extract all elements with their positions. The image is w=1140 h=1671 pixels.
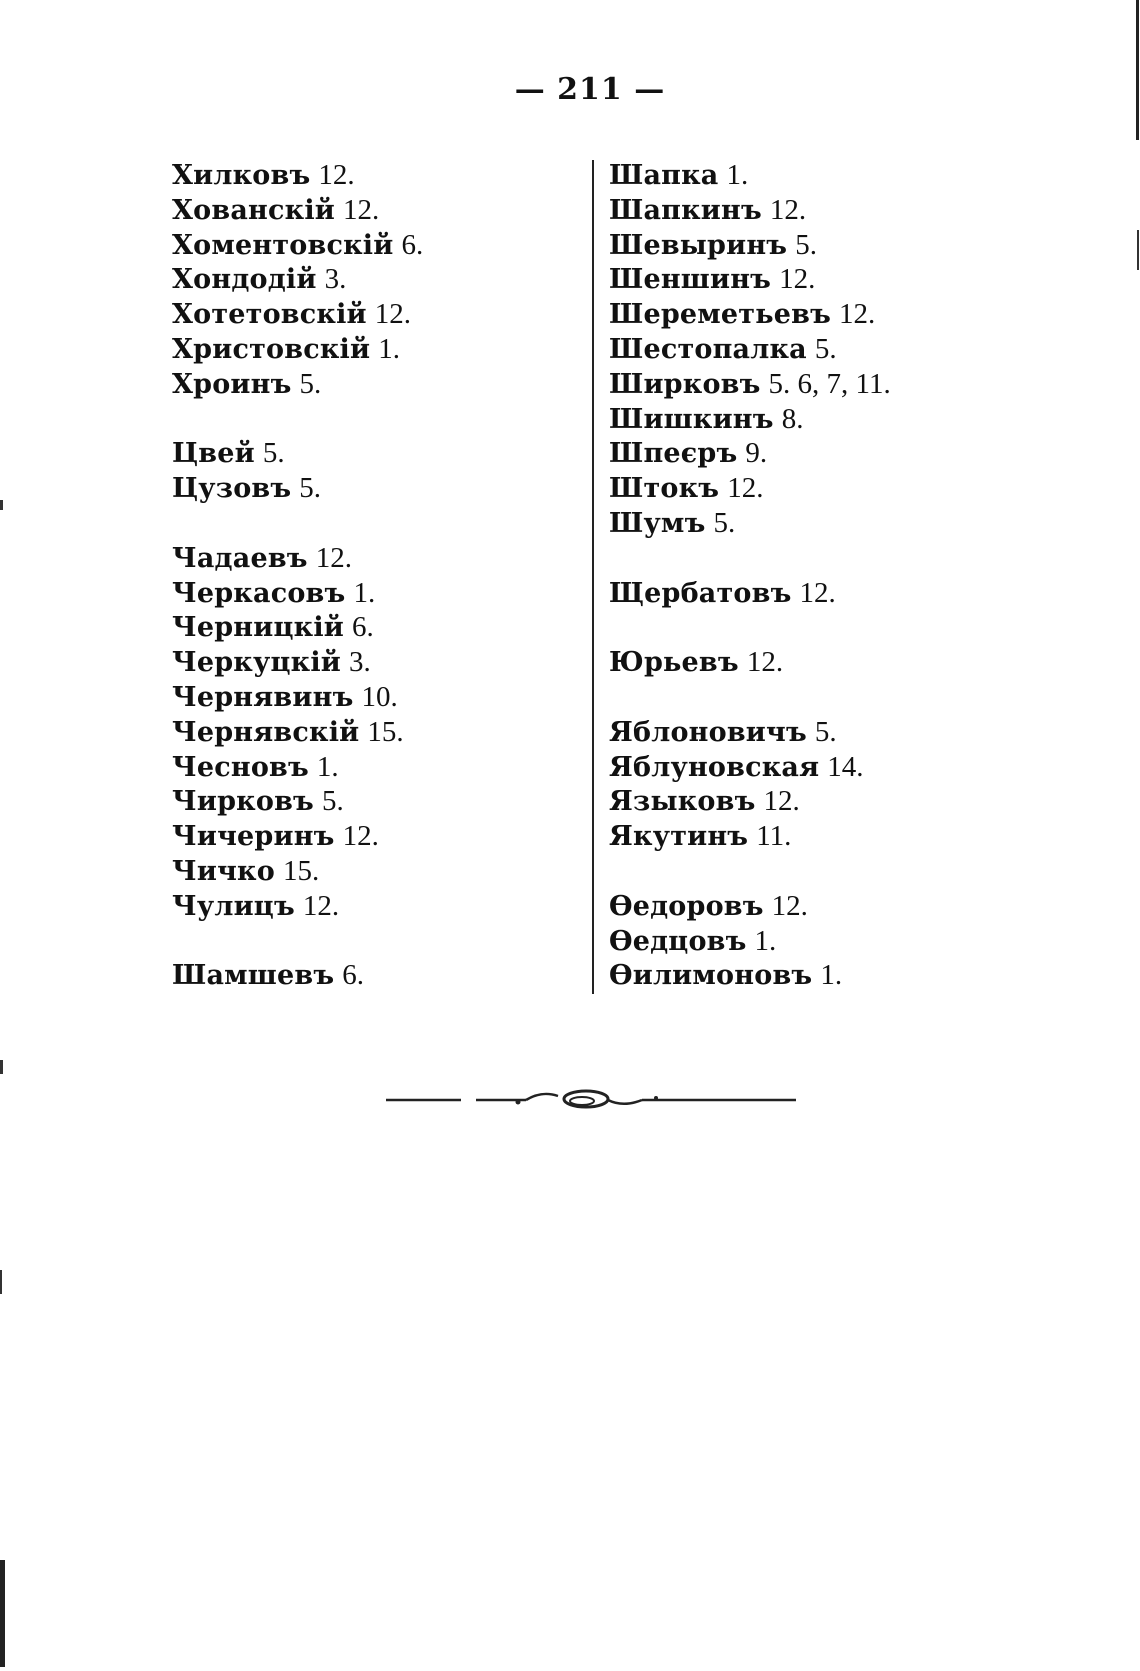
page-refs: 1. xyxy=(378,332,400,365)
page-refs: 5. xyxy=(795,228,817,261)
surname: Христовскій xyxy=(172,333,371,365)
page-number: — 211 — xyxy=(514,72,666,107)
surname: Якутинъ xyxy=(609,821,749,853)
index-entry xyxy=(172,958,572,993)
index-entry xyxy=(172,262,572,297)
index-entry xyxy=(609,436,1029,471)
surname: Шишкинъ xyxy=(609,403,774,435)
surname: Хованскій xyxy=(172,194,335,226)
index-entry xyxy=(609,158,1029,193)
page-refs: 12. xyxy=(302,889,340,922)
surname: Шумъ xyxy=(609,507,706,539)
index-entry xyxy=(609,506,1029,541)
index-entry xyxy=(172,576,572,611)
entry-spacer xyxy=(172,506,572,541)
index-entry xyxy=(172,332,572,367)
index-entry xyxy=(609,471,1029,506)
end-ornament xyxy=(386,1080,796,1120)
surname: Цузовъ xyxy=(172,473,292,505)
page-refs: 12. xyxy=(746,646,784,679)
page-refs: 8. xyxy=(781,402,804,435)
entry-spacer xyxy=(172,924,572,959)
surname: Чесновъ xyxy=(172,751,309,783)
index-entry xyxy=(172,819,572,854)
index-entry xyxy=(609,402,1029,437)
page-refs: 12. xyxy=(727,472,764,505)
entry-spacer xyxy=(609,610,1029,645)
page-refs: 5. xyxy=(321,785,344,818)
page-refs: 6. xyxy=(401,228,424,261)
surname: Өедоровъ xyxy=(609,890,764,922)
left-index-column xyxy=(172,158,572,993)
page-refs: 10. xyxy=(361,680,398,713)
page-refs: 12. xyxy=(769,193,807,226)
page-refs: 5. xyxy=(262,437,285,470)
surname: Ширковъ xyxy=(609,368,761,400)
page-refs: 5. 6, 7, 11. xyxy=(768,367,891,400)
page-refs: 1. xyxy=(316,750,339,783)
surname: Черкуцкій xyxy=(172,647,342,679)
index-entry xyxy=(172,889,572,924)
index-entry xyxy=(609,715,1029,750)
page-refs: 12. xyxy=(839,298,876,331)
surname: Хондодій xyxy=(172,264,317,296)
surname: Шевыринъ xyxy=(609,229,788,261)
index-entry xyxy=(609,262,1029,297)
index-entry xyxy=(172,610,572,645)
page-refs: 12. xyxy=(343,193,380,226)
index-entry xyxy=(172,158,572,193)
surname: Щербатовъ xyxy=(609,577,792,609)
surname: Өилимоновъ xyxy=(609,960,813,992)
surname: Языковъ xyxy=(609,786,756,818)
surname: Шапкинъ xyxy=(609,194,762,226)
page-refs: 5. xyxy=(299,472,322,505)
surname: Хроинъ xyxy=(172,368,292,400)
page-refs: 1. xyxy=(754,924,777,957)
surname: Шеншинъ xyxy=(609,264,772,296)
surname: Шпеєръ xyxy=(609,438,738,470)
page-refs: 12. xyxy=(771,889,808,922)
index-entry xyxy=(609,367,1029,402)
index-entry xyxy=(609,889,1029,924)
index-entry xyxy=(172,541,572,576)
surname: Юрьевъ xyxy=(609,647,739,679)
index-entry xyxy=(172,228,572,263)
column-divider xyxy=(592,160,594,994)
surname: Шестопалка xyxy=(609,333,807,365)
index-entry xyxy=(172,193,572,228)
index-entry xyxy=(609,819,1029,854)
index-entry xyxy=(609,332,1029,367)
entry-spacer xyxy=(172,402,572,437)
page-refs: 12. xyxy=(799,576,836,609)
surname: Шереметьевъ xyxy=(609,299,832,331)
page-refs: 1. xyxy=(353,576,376,609)
surname: Черкасовъ xyxy=(172,577,346,609)
page-refs: 6. xyxy=(342,959,365,992)
page-refs: 5. xyxy=(713,506,736,539)
index-entry xyxy=(172,471,572,506)
surname: Чулицъ xyxy=(172,890,295,922)
page-refs: 15. xyxy=(367,715,404,748)
page-refs: 12. xyxy=(779,263,816,296)
page-refs: 5. xyxy=(814,715,837,748)
surname: Чернявскій xyxy=(172,716,360,748)
entry-spacer xyxy=(609,541,1029,576)
index-entry xyxy=(172,367,572,402)
page-refs: 1. xyxy=(726,159,749,191)
surname: Шапка xyxy=(609,160,719,191)
page-refs: 12. xyxy=(374,298,412,331)
page-refs: 12. xyxy=(318,159,355,191)
surname: Штокъ xyxy=(609,473,720,505)
surname: Хилковъ xyxy=(172,160,311,191)
right-index-column xyxy=(609,158,1029,993)
surname: Чичеринъ xyxy=(172,821,335,853)
entry-spacer xyxy=(609,854,1029,889)
surname: Шамшевъ xyxy=(172,960,335,992)
page-refs: 5. xyxy=(814,332,837,365)
index-entry xyxy=(609,228,1029,263)
scan-edge-right xyxy=(1134,0,1140,1667)
index-entry xyxy=(609,784,1029,819)
surname: Яблуновская xyxy=(609,751,820,783)
page-refs: 11. xyxy=(756,820,792,853)
page-refs: 3. xyxy=(349,646,371,679)
index-entry xyxy=(172,750,572,785)
entry-spacer xyxy=(609,680,1029,715)
index-entry xyxy=(609,576,1029,611)
surname: Чернявинъ xyxy=(172,681,354,713)
page-refs: 9. xyxy=(745,437,768,470)
index-entry xyxy=(609,924,1029,959)
scan-edge-left xyxy=(0,0,6,1667)
index-entry xyxy=(172,715,572,750)
page-refs: 15. xyxy=(282,854,320,887)
surname: Өедцовъ xyxy=(609,925,747,957)
index-entry xyxy=(609,645,1029,680)
page-refs: 12. xyxy=(315,541,352,574)
index-entry xyxy=(609,193,1029,228)
index-entry xyxy=(609,297,1029,332)
surname: Чадаевъ xyxy=(172,542,308,574)
surname: Чирковъ xyxy=(172,786,314,818)
surname: Яблоновичъ xyxy=(609,716,807,748)
page-refs: 12. xyxy=(763,785,800,818)
page-refs: 3. xyxy=(324,263,347,296)
index-entry xyxy=(172,436,572,471)
index-entry xyxy=(172,784,572,819)
page-refs: 6. xyxy=(352,611,374,644)
surname: Черницкій xyxy=(172,612,345,644)
page-refs: 12. xyxy=(342,820,379,853)
page-refs: 1. xyxy=(820,959,843,992)
index-entry xyxy=(609,958,1029,993)
index-entry xyxy=(172,854,572,889)
index-entry xyxy=(609,750,1029,785)
page-refs: 5. xyxy=(299,367,322,400)
page-refs: 14. xyxy=(827,750,864,783)
index-entry xyxy=(172,297,572,332)
index-entry xyxy=(172,680,572,715)
surname: Цвей xyxy=(172,438,255,470)
surname: Хотетовскій xyxy=(172,299,367,331)
surname: Хоментовскій xyxy=(172,229,394,261)
surname: Чичко xyxy=(172,855,275,887)
index-entry xyxy=(172,645,572,680)
